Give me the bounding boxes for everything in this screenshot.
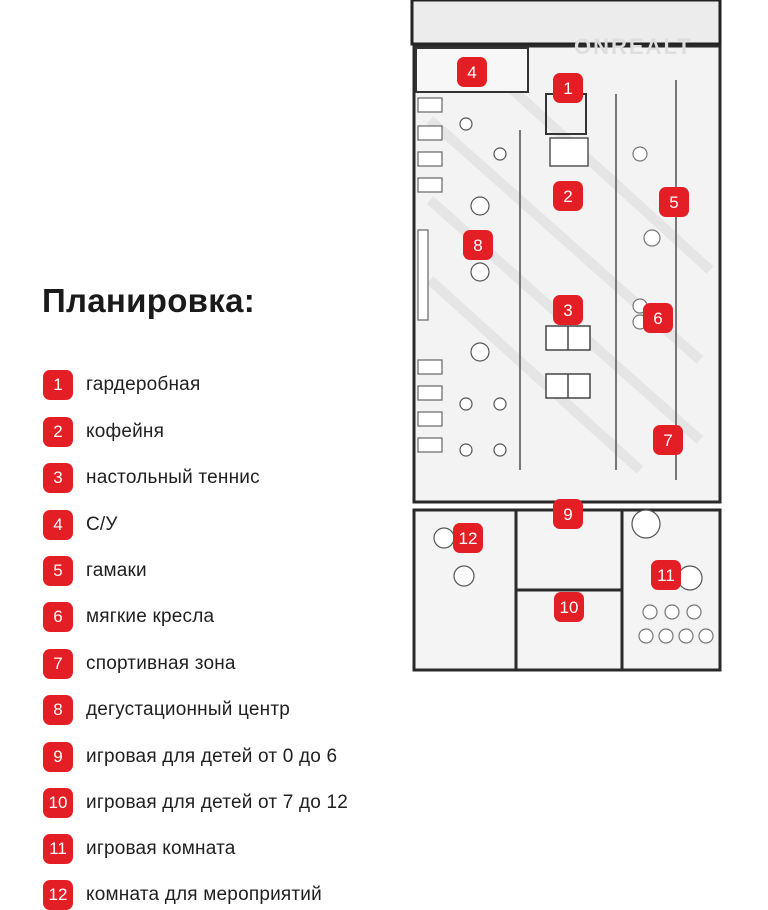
watermark: ONREALT [574, 34, 693, 59]
legend-label: дегустационный центр [86, 699, 291, 720]
plan-badge-number: 8 [473, 236, 483, 255]
legend-item [43, 417, 164, 447]
plan-badge-number: 10 [559, 598, 579, 617]
number-badge: 7 [43, 649, 73, 679]
legend-label: С/У [86, 514, 118, 535]
plan-badge-number: 4 [467, 63, 477, 82]
legend-label: гамаки [86, 560, 147, 581]
legend-item [43, 602, 214, 632]
legend-label: игровая комната [86, 838, 236, 859]
legend-label: мягкие кресла [86, 606, 215, 627]
legend-item [43, 834, 236, 864]
plan-badge-12 [453, 523, 483, 553]
plan-badge-1 [553, 73, 583, 103]
legend-item [43, 788, 348, 818]
plan-badge-10 [554, 592, 584, 622]
number-badge: 6 [43, 602, 73, 632]
plan-badge-number: 3 [563, 301, 573, 320]
legend-label: спортивная зона [86, 653, 236, 674]
plan-badge-3 [553, 295, 583, 325]
legend-label: гардеробная [86, 374, 201, 395]
legend-item [43, 556, 147, 586]
legend-item [43, 463, 260, 493]
legend-item [43, 695, 290, 725]
plan-badge-5 [659, 187, 689, 217]
page-title: Планировка: [42, 282, 256, 319]
legend-item [43, 649, 236, 679]
legend-item [43, 880, 322, 910]
legend-item [43, 510, 118, 540]
number-badge: 4 [43, 510, 73, 540]
number-badge: 10 [43, 788, 73, 818]
number-badge: 5 [43, 556, 73, 586]
number-badge: 3 [43, 463, 73, 493]
plan-badge-9 [553, 499, 583, 529]
plan-badge-4 [457, 57, 487, 87]
plan-badge-6 [643, 303, 673, 333]
plan-badge-number: 9 [563, 505, 573, 524]
number-badge: 9 [43, 742, 73, 772]
plan-badge-number: 6 [653, 309, 663, 328]
number-badge: 12 [43, 880, 73, 910]
legend-item [43, 742, 337, 772]
legend-label: игровая для детей от 0 до 6 [86, 746, 338, 767]
plan-badge-number: 11 [657, 566, 675, 585]
plan-badge-number: 5 [669, 193, 679, 212]
plan-badge-number: 2 [563, 187, 573, 206]
plan-badge-7 [653, 425, 683, 455]
number-badge: 1 [43, 370, 73, 400]
legend-label: кофейня [86, 421, 165, 442]
plan-badge-number: 12 [458, 529, 478, 548]
number-badge: 11 [43, 834, 73, 864]
plan-badge-number: 1 [563, 79, 573, 98]
coffee-counter [550, 138, 588, 166]
plan-badge-2 [553, 181, 583, 211]
number-badge: 8 [43, 695, 73, 725]
legend-item [43, 370, 200, 400]
legend-label: игровая для детей от 7 до 12 [86, 792, 349, 813]
plan-badge-11 [651, 560, 681, 590]
plan-badge-8 [463, 230, 493, 260]
legend-label: настольный теннис [86, 467, 260, 488]
legend-label: комната для мероприятий [86, 884, 322, 905]
plan-badge-number: 7 [663, 431, 673, 450]
number-badge: 2 [43, 417, 73, 447]
